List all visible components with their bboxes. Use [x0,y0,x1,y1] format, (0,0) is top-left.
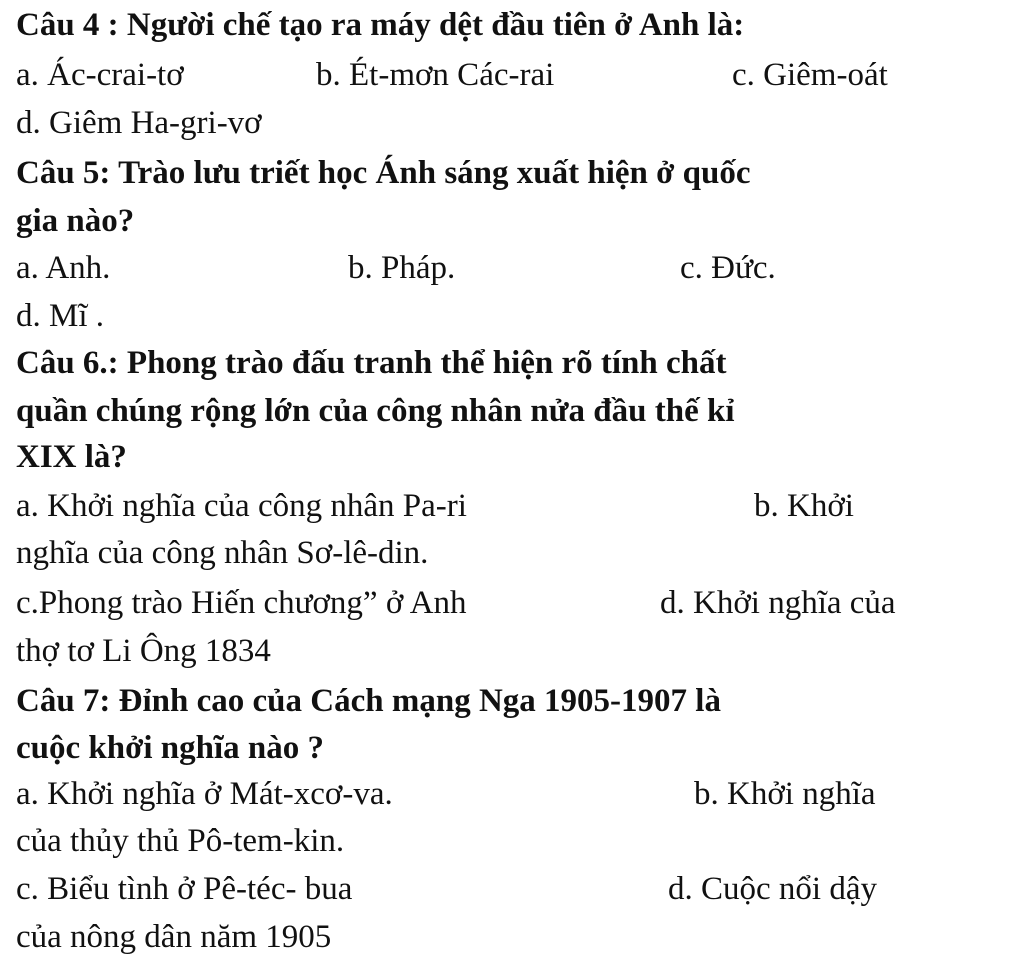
question-6-title-line-3: XIX là? [16,439,127,475]
q7-option-c: c. Biểu tình ở Pê-téc- bua [16,871,353,907]
q5-option-a: a. Anh. [16,250,111,286]
q7-option-b-start: b. Khởi nghĩa [694,776,876,812]
q6-option-a: a. Khởi nghĩa của công nhân Pa-ri [16,488,467,524]
q6-option-b-end: nghĩa của công nhân Sơ-lê-din. [16,535,429,571]
question-5-title-line-2: gia nào? [16,203,135,239]
q4-option-d: d. Giêm Ha-gri-vơ [16,105,262,141]
q4-option-a: a. Ác-crai-tơ [16,57,184,93]
q4-option-b: b. Ét-mơn Các-rai [316,57,555,93]
q7-option-b-end: của thủy thủ Pô-tem-kin. [16,823,345,859]
question-5-title-line-1: Câu 5: Trào lưu triết học Ánh sáng xuất hiện ở quốc [16,155,751,191]
q7-option-d-start: d. Cuộc nổi dậy [668,871,877,907]
q7-option-a: a. Khởi nghĩa ở Mát-xcơ-va. [16,776,393,812]
question-6-title-line-2: quần chúng rộng lớn của công nhân nửa đầu thế kỉ [16,393,735,429]
q4-option-c: c. Giêm-oát [732,57,888,93]
q6-option-d-start: d. Khởi nghĩa của [660,585,896,621]
q5-option-c: c. Đức. [680,250,776,286]
question-7-title-line-1: Câu 7: Đỉnh cao của Cách mạng Nga 1905-1907 là [16,683,721,719]
q5-option-d: d. Mĩ . [16,298,105,334]
question-4-title: Câu 4 : Người chế tạo ra máy dệt đầu tiên ở Anh là: [16,7,745,43]
q6-option-b-start: b. Khởi [754,488,854,524]
question-6-title-line-1: Câu 6.: Phong trào đấu tranh thể hiện rõ tính chất [16,345,727,381]
q6-option-c: c.Phong trào Hiến chương” ở Anh [16,585,467,621]
q7-option-d-end: của nông dân năm 1905 [16,919,332,955]
q5-option-b: b. Pháp. [348,250,456,286]
q6-option-d-end: thợ tơ Li Ông 1834 [16,633,271,669]
question-7-title-line-2: cuộc khởi nghĩa nào ? [16,730,325,766]
